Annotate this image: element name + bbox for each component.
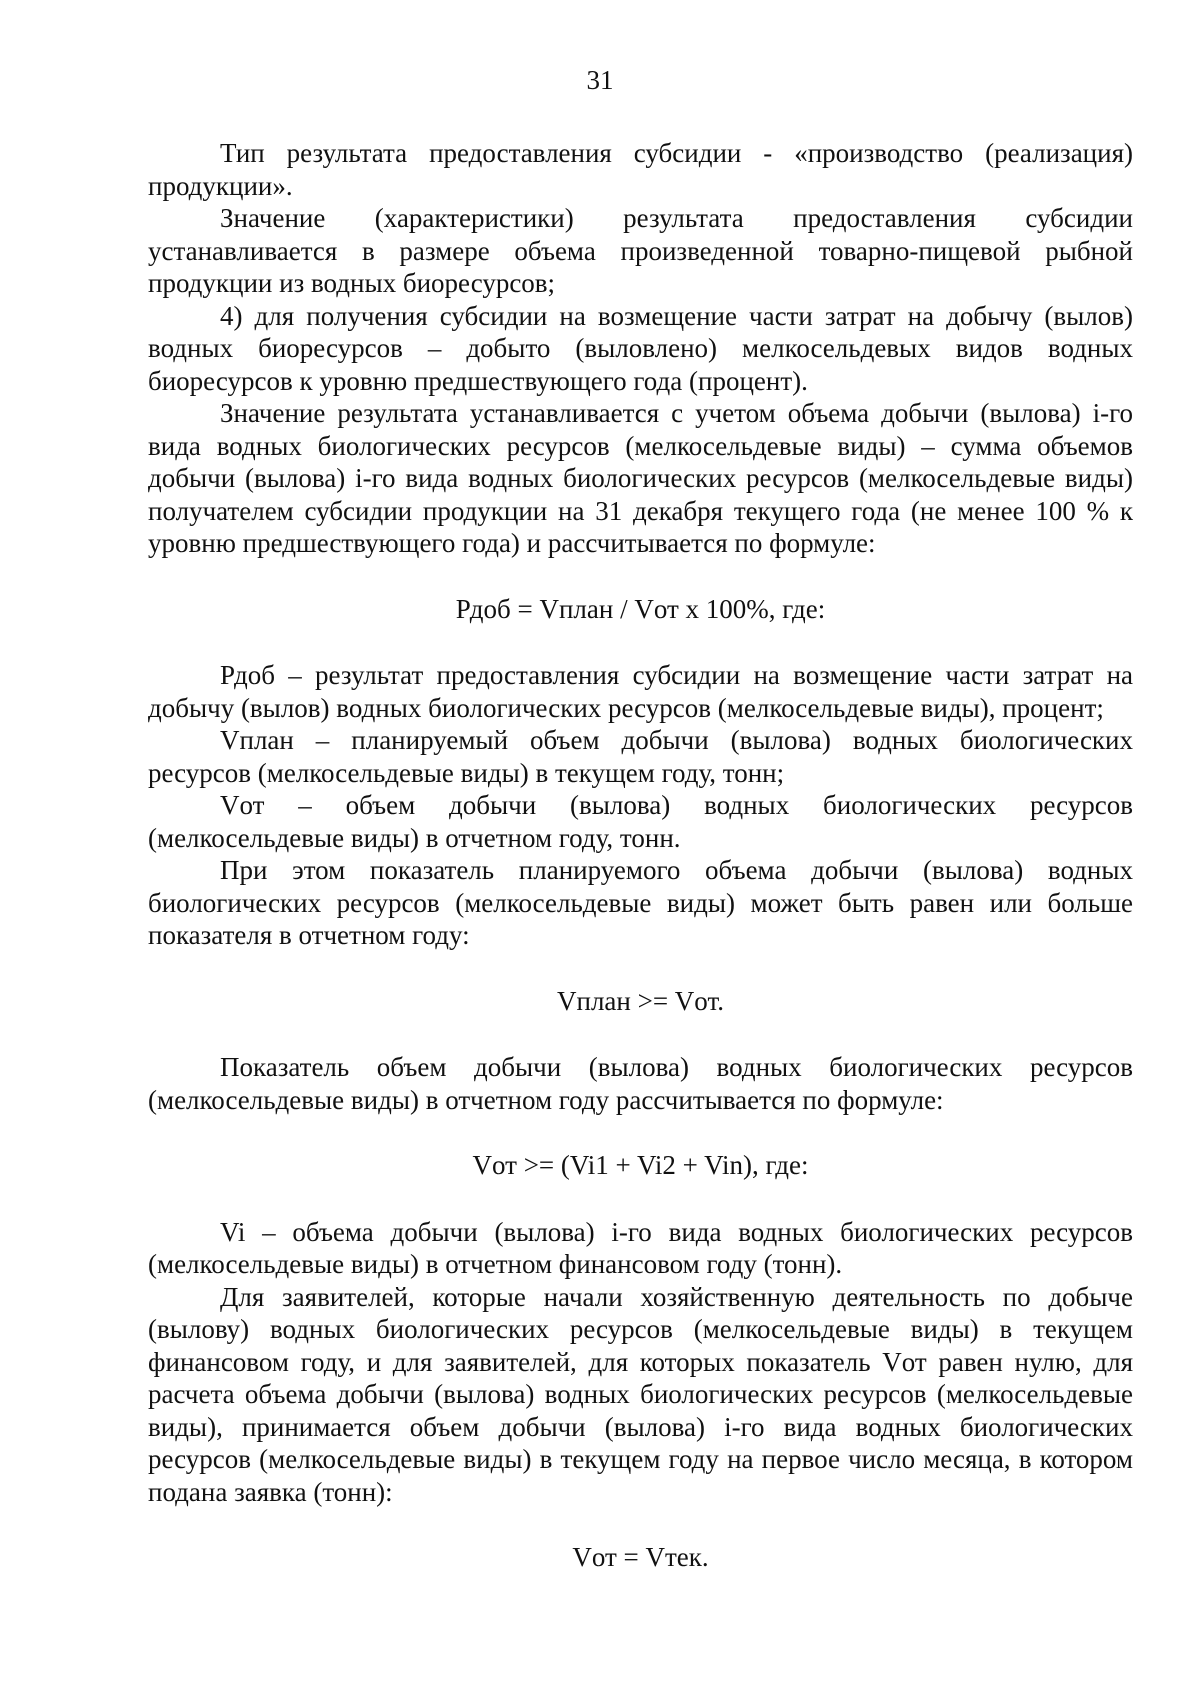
paragraph-vot-definition: Vот – объем добычи (вылова) водных биологических ресурсов (мелкосельдевые виды) в отчетном году, тонн. (148, 790, 1133, 853)
formula-vot-sum: Vот >= (Vi1 + Vi2 + Vin), где: (472, 1150, 809, 1180)
formula-vot-vtek: Vот = Vтек. (572, 1542, 709, 1572)
paragraph-vot-calculation: Показатель объем добычи (вылова) водных биологических ресурсов (мелкосельдевые виды) в отчетном году рассчитывается по формуле: (148, 1052, 1133, 1115)
formula-vplan-condition: Vплан >= Vот. (557, 985, 724, 1016)
paragraph-item-4: 4) для получения субсидии на возмещение части затрат на добычу (вылов) водных биоресурсов – добыто (выловлено) мелкосельдевых видов водных биоресурсов к уровню предшествующего года (процент). (148, 300, 1133, 396)
paragraph-new-applicants: Для заявителей, которые начали хозяйственную деятельность по добыче (вылову) водных биологических ресурсов (мелкосельдевые виды) в текущем финансовом году, и для заявителей, для которых показатель Vот равен нулю, для расчета объема добычи (вылова) водных биологических ресурсов (мелкосельдевые виды), принимается объем добычи (вылова) i-го вида водных биологических ресурсов (мелкосельдевые виды) в текущем году на первое число месяца, в котором подана заявка (тонн): (148, 1281, 1133, 1507)
page-number: 31 (586, 65, 614, 95)
paragraph-vplan-definition: Vплан – планируемый объем добычи (вылова) водных биологических ресурсов (мелкосельдевые виды) в текущем году, тонн; (148, 725, 1133, 788)
paragraph-rdob-definition: Рдоб – результат предоставления субсидии на возмещение части затрат на добычу (вылов) водных биологических ресурсов (мелкосельдевые виды), процент; (148, 660, 1133, 723)
paragraph-vi-definition: Vi – объема добычи (вылова) i-го вида водных биологических ресурсов (мелкосельдевые виды) в отчетном финансовом году (тонн). (148, 1216, 1133, 1279)
paragraph-result-calculation: Значение результата устанавливается с учетом объема добычи (вылова) i-го вида водных биологических ресурсов (мелкосельдевые виды) – сумма объемов добычи (вылова) i-го вида водных биологических ресурсов (мелкосельдевые виды) получателем субсидии продукции на 31 декабря текущего года (не менее 100 % к уровню предшествующего года) и рассчитывается по формуле: (148, 398, 1133, 558)
paragraph-result-value: Значение (характеристики) результата предоставления субсидии устанавливается в размере объема произведенной товарно-пищевой рыбной продукции из водных биоресурсов; (148, 203, 1133, 298)
paragraph-result-type: Тип результата предоставления субсидии - «производство (реализация) продукции». (148, 138, 1133, 201)
document-body (148, 137, 1133, 1574)
formula-rdob: Рдоб = Vплан / Vот х 100%, где: (455, 593, 826, 624)
paragraph-plan-condition: При этом показатель планируемого объема добычи (вылова) водных биологических ресурсов (мелкосельдевые виды) может быть равен или больше показателя в отчетном году: (148, 855, 1133, 950)
